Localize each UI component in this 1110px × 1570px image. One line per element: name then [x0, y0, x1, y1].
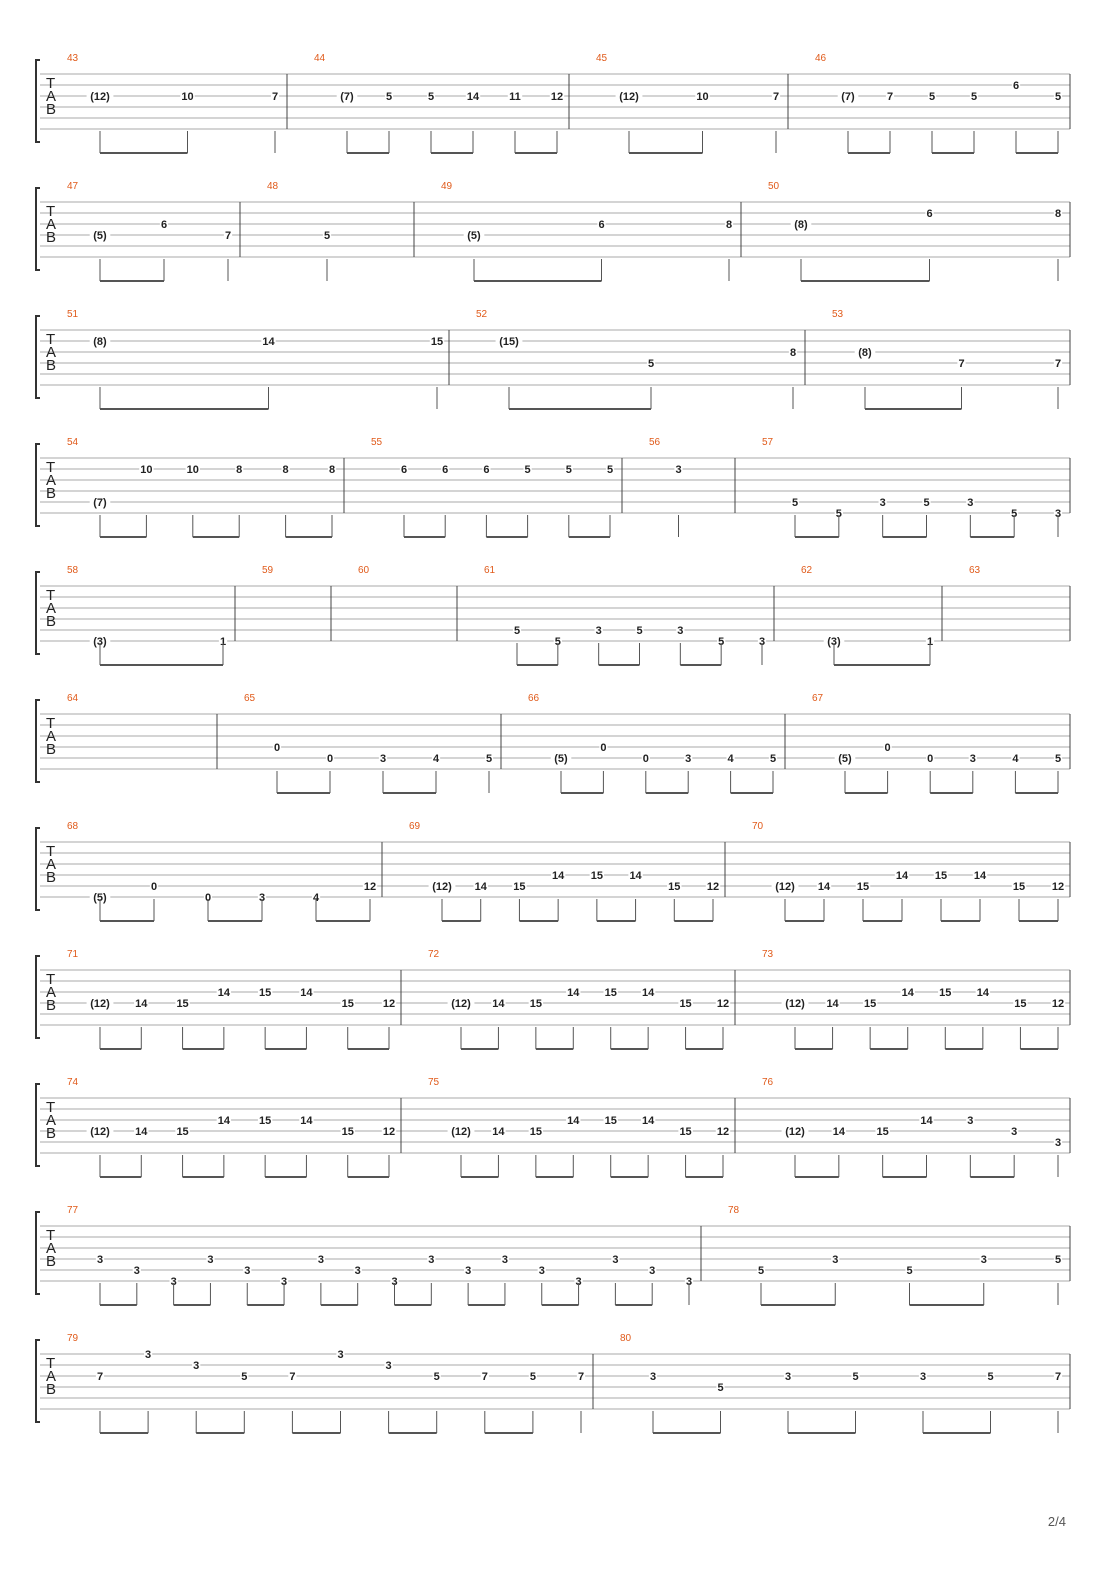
fret-number: 12: [716, 998, 730, 1010]
tab-clef-letter: T: [46, 843, 56, 860]
fret-number: 5: [524, 464, 531, 476]
tab-system: [36, 565, 1070, 665]
tab-clef-letter: T: [46, 1099, 56, 1116]
fret-number: 0: [326, 753, 334, 765]
fret-number: 15: [176, 998, 189, 1010]
tab-clef-letter: B: [46, 997, 57, 1014]
fret-number: 15: [259, 1115, 272, 1127]
measure-number: 77: [67, 1205, 79, 1216]
measure-number: 63: [969, 565, 981, 576]
fret-number: 15: [604, 987, 617, 999]
fret-number: 15: [176, 1126, 189, 1138]
fret-number: 14: [492, 1126, 505, 1138]
fret-number: 5: [1011, 508, 1018, 520]
fret-number: 12: [363, 881, 377, 893]
fret-number: 5: [906, 1265, 913, 1277]
fret-number: 5: [485, 753, 493, 765]
fret-number: (7): [340, 91, 354, 103]
tab-clef-letter: B: [46, 613, 57, 630]
fret-number: 14: [492, 998, 505, 1010]
fret-number: 14: [217, 987, 230, 999]
fret-number: 0: [600, 742, 607, 754]
tab-clef-letter: T: [46, 203, 56, 220]
fret-number: 3: [337, 1349, 344, 1361]
fret-number: 3: [317, 1254, 324, 1266]
fret-number: 3: [193, 1360, 200, 1372]
fret-number: 3: [784, 1371, 792, 1383]
tab-clef-letter: T: [46, 971, 56, 988]
tab-clef-letter: B: [46, 101, 57, 118]
fret-number: 8: [282, 464, 289, 476]
tab-clef-letter: B: [46, 741, 57, 758]
fret-number: 3: [354, 1265, 361, 1277]
measure-number: 56: [649, 437, 661, 448]
measure-number: 72: [428, 949, 440, 960]
fret-number: (5): [93, 892, 107, 904]
measure-number: 43: [67, 53, 79, 64]
fret-number: 12: [382, 1126, 396, 1138]
measure-number: 80: [620, 1333, 632, 1344]
tab-clef-letter: A: [46, 88, 57, 105]
fret-number: 15: [529, 998, 542, 1010]
fret-number: 5: [323, 230, 331, 242]
tab-clef-letter: T: [46, 1355, 56, 1372]
system-bracket: [36, 188, 40, 270]
fret-number: 3: [675, 464, 682, 476]
fret-number: 5: [835, 508, 842, 520]
fret-number: 0: [927, 753, 934, 765]
fret-number: 14: [642, 987, 655, 999]
tab-system: [36, 1077, 1070, 1177]
fret-number: 14: [642, 1115, 655, 1127]
fret-number: (5): [554, 753, 568, 765]
fret-number: (12): [619, 91, 639, 103]
system-bracket: [36, 60, 40, 142]
tab-clef-letter: A: [46, 344, 57, 361]
fret-number: 15: [1012, 881, 1026, 893]
tab-system: [36, 1333, 1070, 1433]
fret-number: 5: [385, 91, 393, 103]
fret-number: 0: [204, 892, 212, 904]
measure-number: 74: [67, 1077, 79, 1088]
tab-system: [36, 53, 1070, 153]
fret-number: 3: [465, 1265, 472, 1277]
system-bracket: [36, 956, 40, 1038]
fret-number: 8: [328, 464, 336, 476]
fret-number: 4: [312, 892, 320, 904]
fret-number: 15: [590, 870, 603, 882]
fret-number: 5: [928, 91, 936, 103]
fret-number: 5: [769, 753, 777, 765]
system-bracket: [36, 1084, 40, 1166]
fret-number: (3): [93, 636, 107, 648]
tab-clef-letter: A: [46, 1240, 57, 1257]
fret-number: 8: [236, 464, 243, 476]
tab-clef-letter: B: [46, 1253, 57, 1270]
fret-number: 3: [980, 1254, 987, 1266]
system-bracket: [36, 316, 40, 398]
fret-number: 15: [934, 870, 948, 882]
fret-number: 10: [696, 91, 709, 103]
measure-number: 65: [244, 693, 256, 704]
fret-number: 15: [1014, 998, 1027, 1010]
fret-number: (12): [775, 881, 795, 893]
fret-number: 15: [430, 336, 444, 348]
fret-number: 5: [606, 464, 614, 476]
fret-number: 14: [262, 336, 275, 348]
fret-number: 5: [718, 636, 725, 648]
fret-number: 15: [341, 1126, 354, 1138]
fret-number: 10: [186, 464, 199, 476]
fret-number: 14: [300, 1115, 313, 1127]
fret-number: 3: [379, 753, 387, 765]
fret-number: 1: [219, 636, 227, 648]
fret-number: 5: [791, 497, 799, 509]
fret-number: 3: [649, 1371, 657, 1383]
fret-number: 3: [1054, 508, 1062, 520]
measure-number: 68: [67, 821, 79, 832]
measure-number: 60: [358, 565, 370, 576]
fret-number: 3: [258, 892, 266, 904]
fret-number: 3: [685, 753, 692, 765]
fret-number: 15: [679, 998, 692, 1010]
fret-number: 3: [170, 1276, 177, 1288]
measure-number: 67: [812, 693, 824, 704]
fret-number: (12): [432, 881, 452, 893]
tab-clef-letter: A: [46, 600, 57, 617]
fret-number: 12: [706, 881, 720, 893]
fret-number: 5: [852, 1371, 859, 1383]
fret-number: 4: [432, 753, 440, 765]
system-bracket: [36, 444, 40, 526]
measure-number: 79: [67, 1333, 79, 1344]
tab-clef-letter: A: [46, 984, 57, 1001]
fret-number: 5: [717, 1382, 724, 1394]
fret-number: 14: [466, 91, 480, 103]
system-bracket: [36, 1340, 40, 1422]
fret-number: 5: [923, 497, 930, 509]
fret-number: 14: [817, 881, 831, 893]
tab-system: [36, 1205, 1070, 1305]
system-bracket: [36, 572, 40, 654]
fret-number: (5): [93, 230, 107, 242]
tab-clef-letter: A: [46, 216, 57, 233]
measure-number: 75: [428, 1077, 440, 1088]
system-bracket: [36, 700, 40, 782]
fret-number: 3: [244, 1265, 251, 1277]
fret-number: 3: [969, 753, 976, 765]
tab-clef-letter: B: [46, 1381, 57, 1398]
system-bracket: [36, 828, 40, 910]
fret-number: (8): [93, 336, 107, 348]
fret-number: 3: [967, 497, 974, 509]
fret-number: 14: [901, 987, 914, 999]
fret-number: 10: [181, 91, 194, 103]
measure-number: 52: [476, 309, 488, 320]
tab-clef-letter: B: [46, 485, 57, 502]
fret-number: 14: [629, 870, 642, 882]
fret-number: 7: [96, 1371, 104, 1383]
tab-clef-letter: T: [46, 1227, 56, 1244]
fret-number: 5: [647, 358, 655, 370]
fret-number: 14: [552, 870, 565, 882]
fret-number: (12): [90, 998, 110, 1010]
fret-number: 15: [856, 881, 870, 893]
fret-number: 14: [300, 987, 313, 999]
fret-number: (5): [838, 753, 852, 765]
fret-number: (3): [827, 636, 841, 648]
fret-number: 3: [649, 1265, 656, 1277]
measure-number: 73: [762, 949, 774, 960]
tab-system: [36, 693, 1070, 793]
fret-number: 8: [1054, 208, 1062, 220]
tab-clef-letter: T: [46, 459, 56, 476]
fret-number: 8: [725, 219, 733, 231]
fret-number: (12): [90, 91, 110, 103]
fret-number: 3: [207, 1254, 214, 1266]
fret-number: 3: [832, 1254, 839, 1266]
fret-number: 5: [513, 625, 521, 637]
fret-number: 3: [879, 497, 886, 509]
fret-number: 11: [509, 91, 521, 103]
fret-number: 3: [919, 1371, 927, 1383]
fret-number: 7: [1054, 358, 1062, 370]
tab-clef-letter: A: [46, 856, 57, 873]
tab-system: [36, 437, 1070, 537]
fret-number: 3: [758, 636, 766, 648]
fret-number: 7: [886, 91, 894, 103]
fret-number: 0: [273, 742, 281, 754]
measure-number: 50: [768, 181, 780, 192]
measure-number: 76: [762, 1077, 774, 1088]
fret-number: (7): [841, 91, 855, 103]
fret-number: 14: [135, 998, 148, 1010]
measure-number: 69: [409, 821, 421, 832]
fret-number: 7: [1054, 1371, 1062, 1383]
system-bracket: [36, 1212, 40, 1294]
measure-number: 45: [596, 53, 608, 64]
fret-number: 12: [716, 1126, 730, 1138]
fret-number: 14: [135, 1126, 148, 1138]
fret-number: 15: [939, 987, 952, 999]
fret-number: 5: [1054, 753, 1062, 765]
fret-number: 12: [382, 998, 396, 1010]
fret-number: 5: [427, 91, 435, 103]
fret-number: 7: [958, 358, 965, 370]
fret-number: (5): [467, 230, 481, 242]
fret-number: 3: [1011, 1126, 1018, 1138]
fret-number: 12: [550, 91, 564, 103]
fret-number: 5: [987, 1371, 994, 1383]
fret-number: 15: [259, 987, 272, 999]
fret-number: 15: [864, 998, 877, 1010]
fret-number: 12: [1051, 881, 1065, 893]
fret-number: 5: [1054, 1254, 1062, 1266]
measure-number: 62: [801, 565, 813, 576]
fret-number: 3: [385, 1360, 392, 1372]
tab-clef-letter: B: [46, 869, 57, 886]
fret-number: 15: [876, 1126, 889, 1138]
page-number: 2/4: [1047, 1514, 1066, 1529]
measure-number: 48: [267, 181, 279, 192]
fret-number: 5: [529, 1371, 536, 1383]
fret-number: 15: [341, 998, 354, 1010]
fret-number: 3: [145, 1349, 152, 1361]
fret-number: (8): [794, 219, 808, 231]
fret-number: (12): [451, 1126, 471, 1138]
fret-number: 3: [428, 1254, 435, 1266]
fret-number: 14: [976, 987, 989, 999]
measure-number: 61: [484, 565, 496, 576]
tab-clef-letter: T: [46, 75, 56, 92]
measure-number: 58: [67, 565, 79, 576]
fret-number: 14: [832, 1126, 845, 1138]
fret-number: 15: [604, 1115, 617, 1127]
fret-number: 15: [668, 881, 681, 893]
fret-number: 3: [967, 1115, 974, 1127]
fret-number: 14: [567, 1115, 580, 1127]
fret-number: 5: [565, 464, 572, 476]
measure-number: 70: [752, 821, 764, 832]
fret-number: 6: [1012, 80, 1020, 92]
fret-number: 14: [567, 987, 580, 999]
measure-number: 44: [314, 53, 326, 64]
fret-number: 15: [529, 1126, 542, 1138]
tab-clef-letter: A: [46, 1368, 57, 1385]
fret-number: 3: [595, 625, 602, 637]
fret-number: 14: [826, 998, 839, 1010]
fret-number: 3: [1054, 1137, 1062, 1149]
fret-number: 0: [884, 742, 891, 754]
tab-clef-letter: T: [46, 715, 56, 732]
fret-number: 4: [1012, 753, 1019, 765]
fret-number: (7): [93, 497, 107, 509]
fret-number: (12): [451, 998, 471, 1010]
measure-number: 47: [67, 181, 79, 192]
fret-number: 15: [679, 1126, 692, 1138]
fret-number: 14: [920, 1115, 933, 1127]
fret-number: (15): [499, 336, 519, 348]
fret-number: 12: [1051, 998, 1065, 1010]
measure-number: 51: [67, 309, 79, 320]
measure-number: 66: [528, 693, 540, 704]
fret-number: (12): [785, 1126, 805, 1138]
measure-number: 55: [371, 437, 383, 448]
tab-clef-letter: B: [46, 357, 57, 374]
tab-clef-letter: T: [46, 587, 56, 604]
fret-number: 3: [281, 1276, 288, 1288]
fret-number: 4: [727, 753, 734, 765]
fret-number: (12): [90, 1126, 110, 1138]
tab-clef-letter: B: [46, 1125, 57, 1142]
fret-number: (8): [858, 347, 872, 359]
tab-system: [36, 309, 1070, 409]
fret-number: 6: [598, 219, 605, 231]
measure-number: 71: [67, 949, 79, 960]
measure-number: 59: [262, 565, 274, 576]
fret-number: 3: [391, 1276, 398, 1288]
fret-number: 15: [513, 881, 526, 893]
tab-clef-letter: B: [46, 229, 57, 246]
fret-number: 3: [538, 1265, 545, 1277]
fret-number: 10: [140, 464, 153, 476]
fret-number: 7: [772, 91, 780, 103]
fret-number: 6: [483, 464, 490, 476]
fret-number: 7: [271, 91, 279, 103]
fret-number: 14: [895, 870, 909, 882]
measure-number: 57: [762, 437, 774, 448]
measure-number: 54: [67, 437, 79, 448]
fret-number: 14: [217, 1115, 230, 1127]
tab-system: [36, 181, 1070, 281]
fret-number: 5: [554, 636, 561, 648]
fret-number: 7: [289, 1371, 296, 1383]
measure-number: 46: [815, 53, 827, 64]
tab-system: [36, 949, 1070, 1049]
fret-number: 6: [400, 464, 408, 476]
fret-number: 3: [685, 1276, 693, 1288]
fret-number: 6: [160, 219, 168, 231]
fret-number: 14: [973, 870, 987, 882]
fret-number: 5: [970, 91, 978, 103]
fret-number: 5: [757, 1265, 765, 1277]
fret-number: 7: [577, 1371, 585, 1383]
fret-number: 1: [926, 636, 934, 648]
fret-number: 0: [642, 753, 649, 765]
fret-number: 3: [501, 1254, 508, 1266]
tab-clef-letter: A: [46, 472, 57, 489]
measure-number: 64: [67, 693, 79, 704]
fret-number: 5: [1054, 91, 1062, 103]
fret-number: 7: [224, 230, 232, 242]
fret-number: 6: [926, 208, 933, 220]
fret-number: 5: [433, 1371, 440, 1383]
fret-number: 3: [96, 1254, 104, 1266]
fret-number: 5: [636, 625, 643, 637]
fret-number: 7: [481, 1371, 488, 1383]
tab-system: [36, 821, 1070, 921]
fret-number: 8: [789, 347, 797, 359]
fret-number: 3: [677, 625, 684, 637]
fret-number: 3: [612, 1254, 619, 1266]
measure-number: 53: [832, 309, 844, 320]
fret-number: 0: [150, 881, 158, 893]
fret-number: (12): [785, 998, 805, 1010]
measure-number: 78: [728, 1205, 740, 1216]
fret-number: 14: [474, 881, 487, 893]
fret-number: 3: [133, 1265, 140, 1277]
tab-clef-letter: A: [46, 1112, 57, 1129]
fret-number: 5: [241, 1371, 248, 1383]
tab-clef-letter: A: [46, 728, 57, 745]
fret-number: 6: [442, 464, 449, 476]
fret-number: 3: [575, 1276, 582, 1288]
tab-clef-letter: T: [46, 331, 56, 348]
measure-number: 49: [441, 181, 453, 192]
